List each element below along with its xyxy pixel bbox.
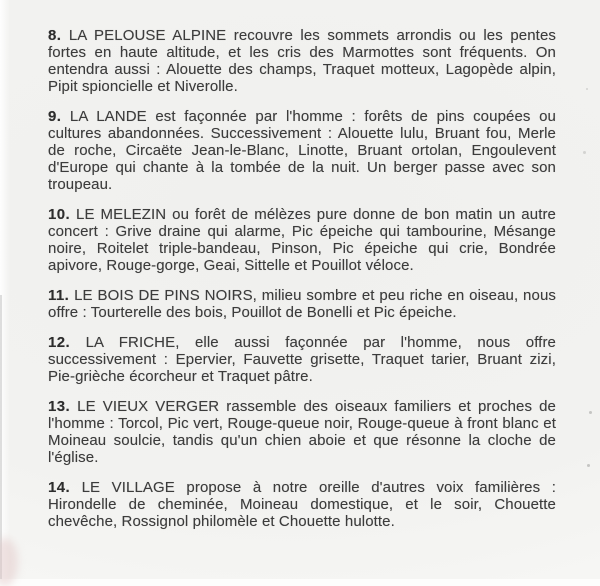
scan-speck [587, 464, 590, 467]
text-block [48, 27, 556, 543]
paragraph-13-number: 13. [48, 398, 71, 415]
paragraph-12 [48, 334, 556, 385]
paragraph-12-text: LA FRICHE, elle aussi façonnée par l'homme, nous offre successivement : Epervier, Fauvette grisette, Traquet tarier, Bruant zizi, Pie-grièche écorcheur et Traquet pâtre. [48, 334, 556, 385]
scan-speck [589, 411, 592, 414]
scan-speck [583, 151, 586, 154]
paragraph-9-text: LA LANDE est façonnée par l'homme : forêts de pins coupées ou cultures abandonnées. Successivement : Alouette lulu, Bruant fou, Merle de roche, Circaëte Jean-le-Blanc, Linotte, Bruant ortolan, Engoulevent d'Europe qui chante à la tombée de la nuit. Un berger passe avec son troupeau. [48, 108, 556, 193]
paragraph-12-number: 12. [48, 334, 71, 351]
paragraph-8 [48, 27, 556, 95]
scan-edge-line [0, 295, 2, 579]
paragraph-13 [48, 398, 556, 466]
paragraph-9 [48, 108, 556, 193]
paragraph-14 [48, 479, 556, 530]
paragraph-10-number: 10. [48, 206, 71, 223]
paragraph-10-text: LE MELEZIN ou forêt de mélèzes pure donne de bon matin un autre concert : Grive draine qui alarme, Pic épeiche qui tambourine, Mésange noire, Roitelet triple-bandeau, Pinson, Pic épeiche qui crie, Bondrée apivore, Rouge-gorge, Geai, Sittelle et Pouillot véloce. [48, 206, 556, 274]
paragraph-8-number: 8. [48, 27, 62, 44]
scan-speck [586, 88, 588, 90]
paragraph-9-number: 9. [48, 108, 62, 125]
paragraph-11 [48, 287, 556, 321]
paragraph-13-text: LE VIEUX VERGER rassemble des oiseaux familiers et proches de l'homme : Torcol, Pic vert, Rouge-queue noir, Rouge-queue à front blanc et Moineau soulcie, tandis qu'un chien aboie et que résonne la cloche de l'église. [48, 398, 556, 466]
paragraph-14-number: 14. [48, 479, 71, 496]
paragraph-10 [48, 206, 556, 274]
paragraph-8-text: LA PELOUSE ALPINE recouvre les sommets arrondis ou les pentes fortes en haute altitude, et les cris des Marmottes sont fréquents. On entendra aussi : Alouette des champs, Traquet motteux, Lagopède alpin, Pipit spioncielle et Niverolle. [48, 27, 556, 95]
paragraph-11-number: 11. [48, 287, 70, 304]
paragraph-11-text: LE BOIS DE PINS NOIRS, milieu sombre et peu riche en oiseau, nous offre : Tourterelle des bois, Pouillot de Bonelli et Pic épeiche. [48, 287, 556, 321]
paragraph-14-text: LE VILLAGE propose à notre oreille d'autres voix familières : Hirondelle de cheminée, Moineau domestique, et le soir, Chouette chevêche, Rossignol philomèle et Chouette hulotte. [48, 479, 556, 530]
